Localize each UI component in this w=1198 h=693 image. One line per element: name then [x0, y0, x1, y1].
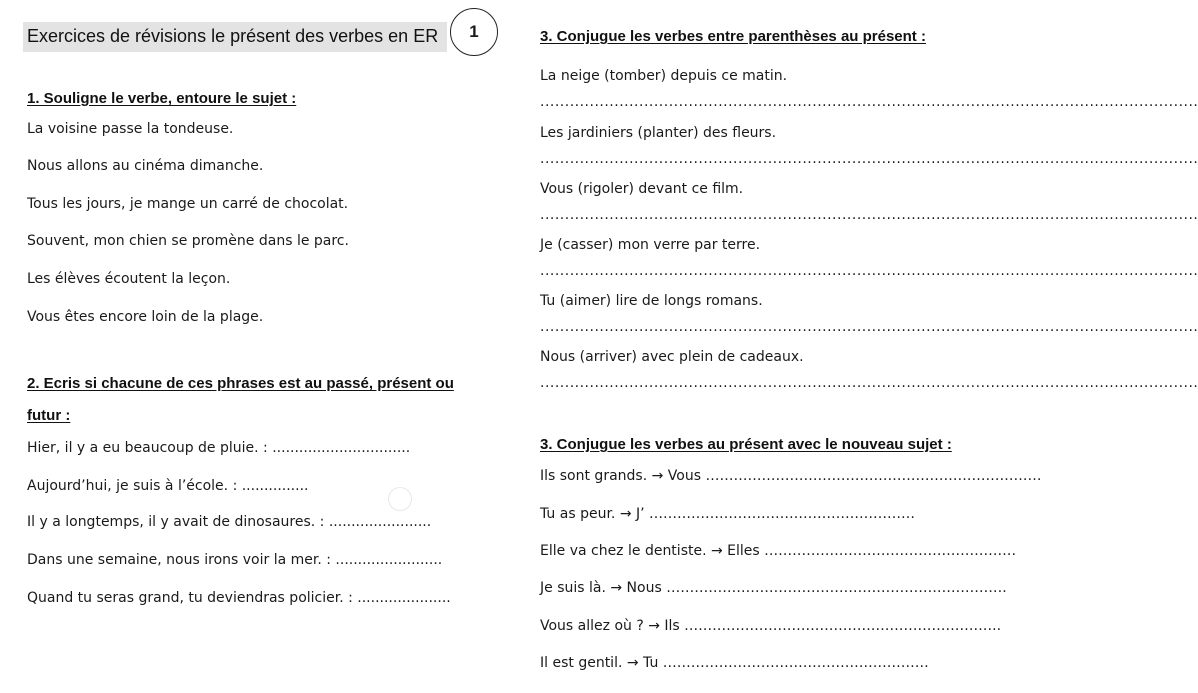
answer-line: ..................................................................................................................................... — [540, 207, 1198, 223]
section2-heading-cont: futur : — [27, 407, 71, 424]
section2-sentence: Dans une semaine, nous irons voir la mer. : ........................ — [27, 552, 443, 568]
section1-sentence: Tous les jours, je mange un carré de chocolat. — [27, 196, 349, 212]
page-number-badge: 1 — [450, 8, 498, 56]
faint-circle-mark — [388, 487, 412, 511]
page-title: Exercices de révisions le présent des verbes en ER — [27, 26, 439, 46]
section3a-heading: 3. Conjugue les verbes entre parenthèses au présent : — [540, 28, 926, 45]
section3a-item: Je (casser) mon verre par terre. — [540, 237, 761, 253]
section3b-item: Je suis là. → Nous ………………………………………………………………. — [540, 580, 1007, 596]
section3a-item: Vous (rigoler) devant ce film. — [540, 181, 744, 197]
section1-sentence: Vous êtes encore loin de la plage. — [27, 309, 264, 325]
section2-heading: 2. Ecris si chacune de ces phrases est au passé, présent ou — [27, 375, 454, 392]
section3b-item: Il est gentil. → Tu ………………………………………………… — [540, 655, 929, 671]
section3b-heading: 3. Conjugue les verbes au présent avec le nouveau sujet : — [540, 436, 952, 453]
answer-line: ..................................................................................................................................... — [540, 94, 1198, 110]
answer-line: ..................................................................................................................................... — [540, 263, 1198, 279]
answer-line: ..................................................................................................................................... — [540, 151, 1198, 167]
section3b-item: Tu as peur. → J’ ………………………………………………… — [540, 506, 916, 522]
section2-sentence: Hier, il y a eu beaucoup de pluie. : ............................... — [27, 440, 411, 456]
section1-sentence: La voisine passe la tondeuse. — [27, 121, 234, 137]
section3b-item: Elle va chez le dentiste. → Elles ……………………………………………… — [540, 543, 1017, 559]
section1-sentence: Les élèves écoutent la leçon. — [27, 271, 231, 287]
section3a-item: Nous (arriver) avec plein de cadeaux. — [540, 349, 804, 365]
section2-sentence: Aujourd’hui, je suis à l’école. : ............... — [27, 478, 309, 494]
section1-sentence: Nous allons au cinéma dimanche. — [27, 158, 264, 174]
section3a-item: Tu (aimer) lire de longs romans. — [540, 293, 763, 309]
section1-sentence: Souvent, mon chien se promène dans le parc. — [27, 233, 349, 249]
section3b-item: Ils sont grands. → Vous ……………………………………………………………… — [540, 468, 1042, 484]
section1-heading: 1. Souligne le verbe, entoure le sujet : — [27, 90, 297, 107]
answer-line: ..................................................................................................................................... — [540, 375, 1198, 391]
section3a-item: La neige (tomber) depuis ce matin. — [540, 68, 788, 84]
section2-sentence: Quand tu seras grand, tu deviendras policier. : ..................... — [27, 590, 451, 606]
section3a-item: Les jardiniers (planter) des fleurs. — [540, 125, 777, 141]
section2-sentence: Il y a longtemps, il y avait de dinosaures. : ....................... — [27, 514, 432, 530]
answer-line: ..................................................................................................................................... — [540, 319, 1198, 335]
section3b-item: Vous allez où ? → Ils ………………………………………………………….. — [540, 618, 1002, 634]
